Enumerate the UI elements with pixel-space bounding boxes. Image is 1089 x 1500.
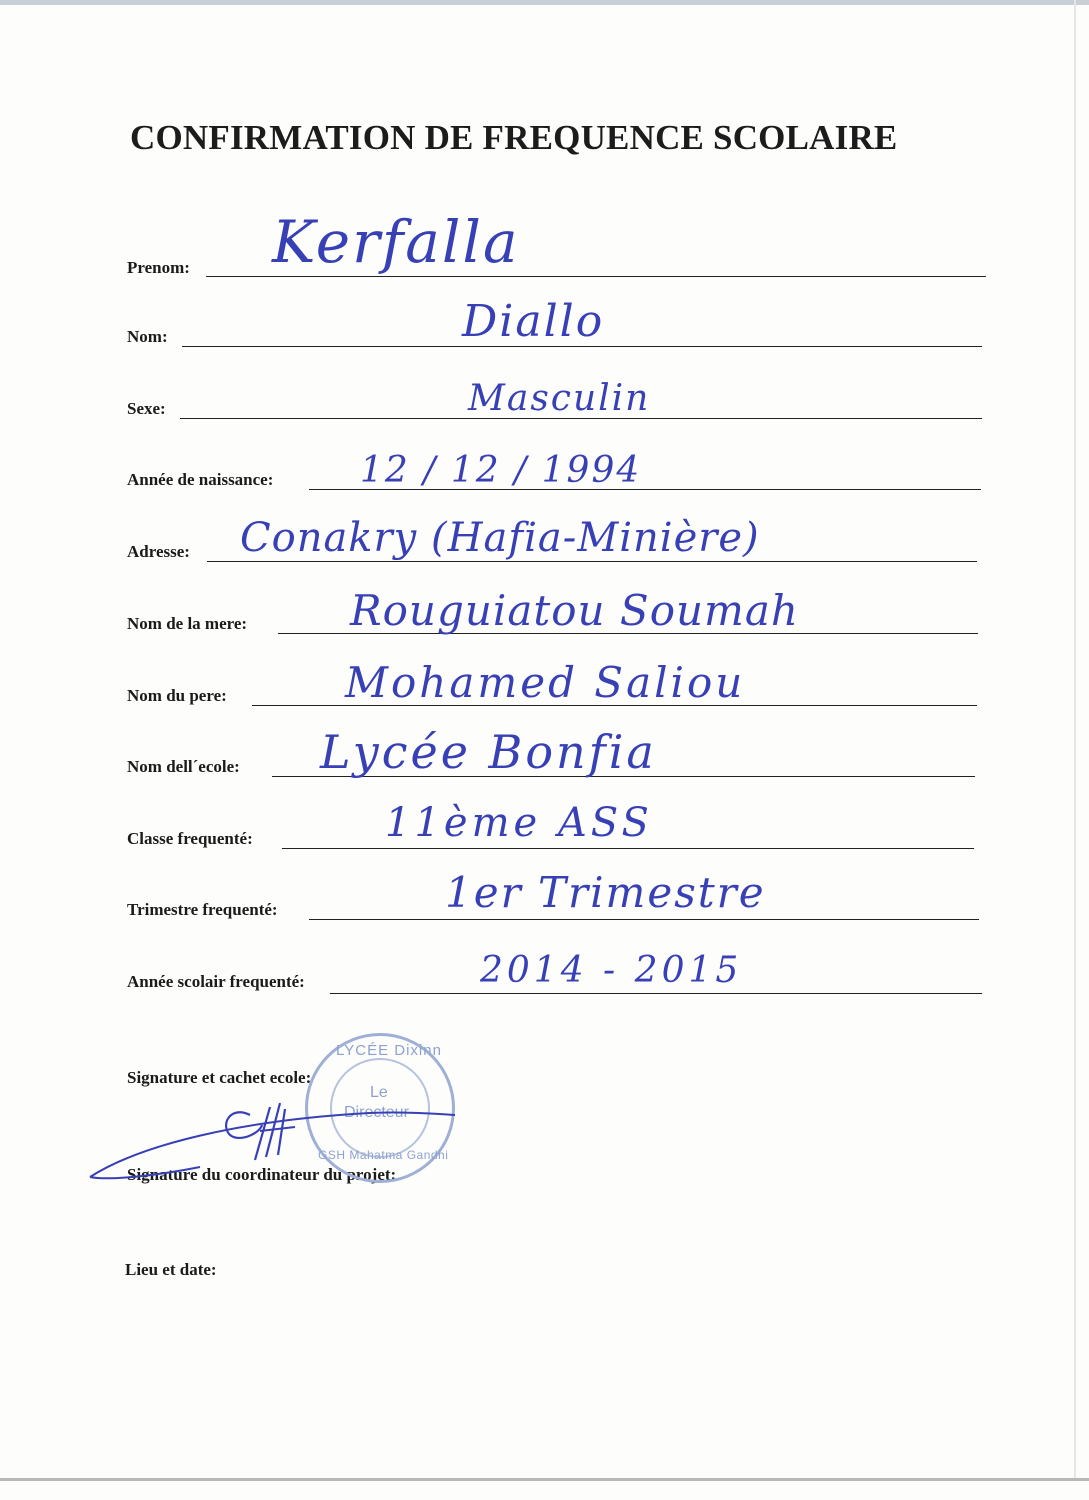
field-value-classe: 11ème ASS [385,800,653,846]
scan-right-edge [1074,0,1076,1480]
field-line-annee-scolaire [330,993,982,994]
field-line-prenom [206,276,986,277]
field-value-nom-mere: Rouguiatou Soumah [350,586,799,635]
field-value-nom-pere: Mohamed Saliou [345,658,746,707]
place-date-label: Lieu et date: [125,1260,217,1279]
field-line-classe [282,848,974,849]
field-value-adresse: Conakry (Hafia-Minière) [240,515,760,561]
field-value-annee-scolaire: 2014 - 2015 [480,950,743,991]
field-value-ecole: Lycée Bonfia [320,725,657,779]
stamp-top-text: LYCÉE Dixinn [336,1042,442,1059]
field-value-nom: Diallo [462,296,605,347]
document-title: CONFIRMATION DE FREQUENCE SCOLAIRE [130,118,898,157]
field-label-adresse: Adresse: [127,542,190,561]
field-value-annee-naissance: 12 / 12 / 1994 [360,450,642,491]
field-label-annee-scolaire: Année scolair frequenté: [127,972,305,991]
scan-bottom-edge [0,1478,1089,1481]
field-line-trimestre [309,919,979,920]
stamp-bottom-text: GSH Mahatma Gandhi [318,1148,449,1162]
field-label-prenom: Prenom: [127,258,190,277]
field-label-nom-mere: Nom de la mere: [127,614,248,633]
handwritten-signature [80,1085,470,1195]
stamp-center-line1: Le [370,1084,388,1101]
field-line-adresse [207,561,977,562]
field-label-sexe: Sexe: [127,399,166,418]
signature-school-label: Signature et cachet ecole: [127,1068,312,1087]
field-label-nom: Nom: [127,327,168,346]
field-label-annee-naissance: Année de naissance: [127,470,274,489]
scan-top-edge [0,0,1089,5]
field-label-trimestre: Trimestre frequenté: [127,900,278,919]
field-label-classe: Classe frequenté: [127,829,253,848]
signature-coordinator-label: Signature du coordinateur du projet: [127,1165,397,1184]
field-value-prenom: Kerfalla [272,208,520,276]
field-value-trimestre: 1er Trimestre [445,868,766,917]
field-label-ecole: Nom dell´ecole: [127,757,240,776]
field-label-nom-pere: Nom du pere: [127,686,227,705]
field-value-sexe: Masculin [468,378,651,419]
stamp-center-line2: Directeur [344,1104,409,1121]
